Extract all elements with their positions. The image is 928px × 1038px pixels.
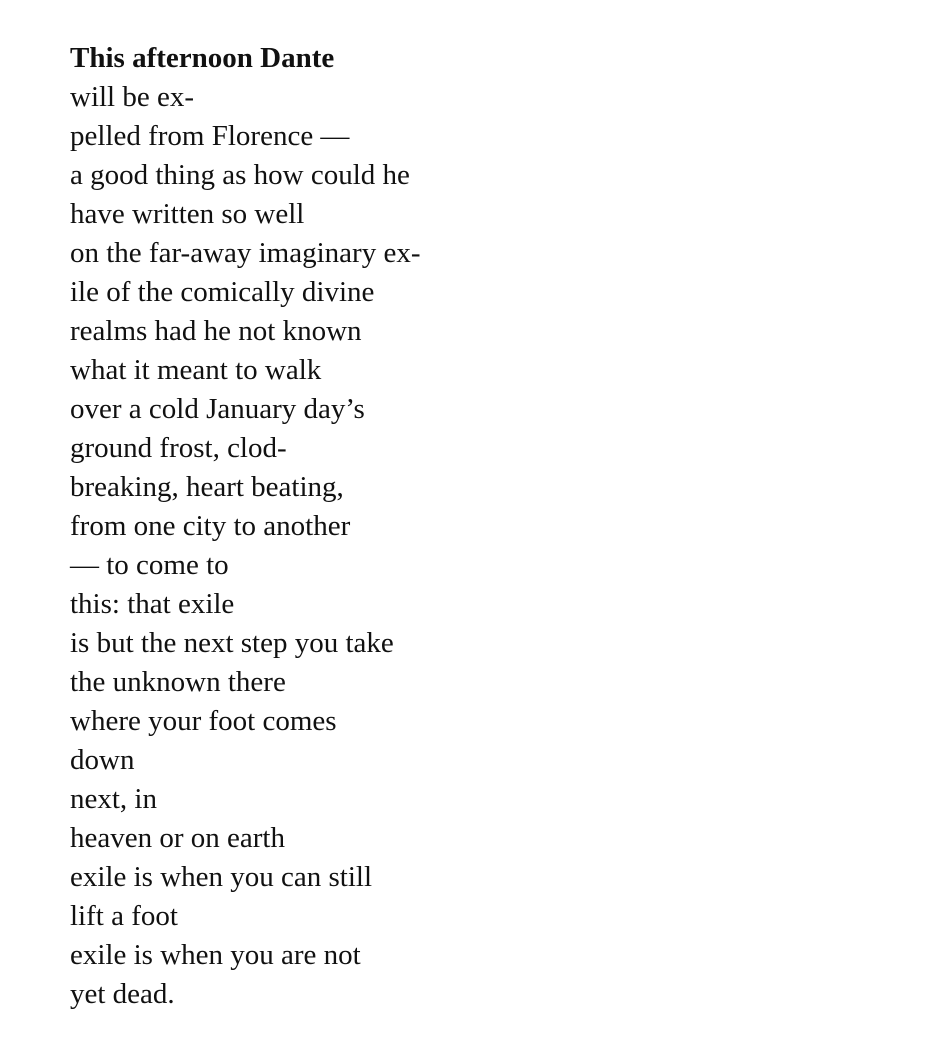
poem-line: is but the next step you take bbox=[70, 627, 394, 659]
poem-line: have written so well bbox=[70, 198, 305, 230]
poem-line: ground frost, clod- bbox=[70, 432, 287, 464]
poem-line: exile is when you can still bbox=[70, 861, 373, 893]
poem-line: the unknown there bbox=[70, 666, 286, 698]
poem-line: — to come to bbox=[70, 549, 229, 581]
poem-line: where your foot comes bbox=[70, 705, 337, 737]
poem-line: on the far-away imaginary ex- bbox=[70, 237, 421, 269]
poem-line: ile of the comically divine bbox=[70, 276, 375, 308]
poem-line: yet dead. bbox=[70, 978, 175, 1010]
poem-line: breaking, heart beating, bbox=[70, 471, 344, 503]
poem-line: will be ex- bbox=[70, 81, 195, 113]
poem-line: this: that exile bbox=[70, 588, 235, 620]
poem-line: from one city to another bbox=[70, 510, 351, 542]
poem-line: heaven or on earth bbox=[70, 822, 285, 854]
poem-line: what it meant to walk bbox=[70, 354, 322, 386]
poem-line: exile is when you are not bbox=[70, 939, 361, 971]
poem-line: down bbox=[70, 744, 135, 776]
poem-line: realms had he not known bbox=[70, 315, 362, 347]
poem-line: a good thing as how could he bbox=[70, 159, 410, 191]
poem-line: pelled from Florence — bbox=[70, 120, 350, 152]
poem-line: lift a foot bbox=[70, 900, 178, 932]
poem-title: This afternoon Dante bbox=[70, 42, 335, 74]
poem bbox=[70, 39, 420, 1014]
poem-line: next, in bbox=[70, 783, 157, 815]
poem-line: over a cold January day’s bbox=[70, 393, 365, 425]
